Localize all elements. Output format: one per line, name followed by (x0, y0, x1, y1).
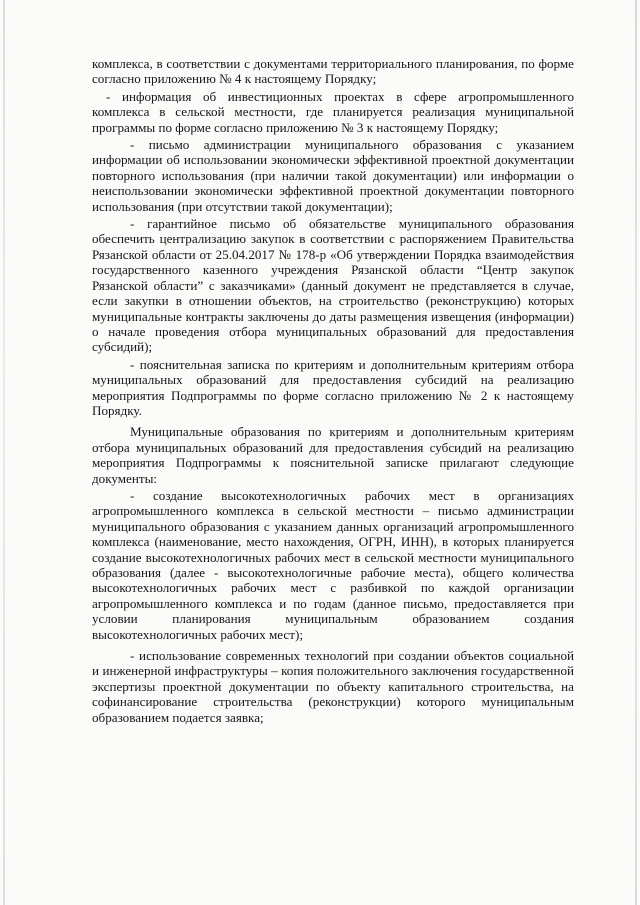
paragraph-investment-info: - информация об инвестиционных проектах в сфере агропромышленного комплекса в сельской местности, где планируется реализация муниципальной программы по форме согласно приложению № 3 к настоящему Порядку; (92, 88, 574, 135)
paragraph-municipal-documents: Муниципальные образования по критериям и дополнительным критериям отбора муниципальных образований для предоставления субсидий на реализацию мероприятия Подпрограммы к пояснительной записке прилагают следующие документы: (92, 424, 574, 486)
document-body (92, 56, 574, 727)
paragraph-guarantee-letter: - гарантийное письмо об обязательстве муниципального образования обеспечить централизацию закупок в соответствии с распоряжением Правительства Рязанской области от 25.04.2017 № 178-р «Об утверждении Порядка взаимодействия государственного казенного учреждения Рязанской области “Центр закупок Рязанской области” с заказчиками» (данный документ не представляется в случае, если закупки в отношении объектов, на строительство (реконструкцию) которых муниципальные контракты заключены до даты размещения извещения (информации) о начале проведения отбора муниципальных образований для предоставления субсидий); (92, 216, 574, 355)
paragraph-design-docs-letter: - письмо администрации муниципального образования с указанием информации об использовании экономически эффективной проектной документации повторного использования (при наличии такой документации) или информации о неиспользовании экономически эффективной проектной документации повторного использования (при отсутствии такой документации); (92, 137, 574, 214)
paragraph-explanatory-note: - пояснительная записка по критериям и дополнительным критериям отбора муниципальных образований для предоставления субсидий на реализацию мероприятия Подпрограммы по форме согласно приложению № 2 к настоящему Порядку. (92, 356, 574, 418)
paragraph-modern-technologies: - использование современных технологий при создании объектов социальной и инженерной инфраструктуры – копия положительного заключения государственной экспертизы проектной документации по объекту капитального строительства, на софинансирование строительства (реконструкции) которого муниципальным образованием подается заявка; (92, 648, 574, 725)
scan-edge-left (3, 0, 5, 905)
scan-edge-right (635, 0, 637, 905)
paragraph-high-tech-jobs: - создание высокотехнологичных рабочих мест в организациях агропромышленного комплекса в сельской местности – письмо администрации муниципального образования с указанием данных организаций агропромышленного комплекса (наименование, место нахождения, ОГРН, ИНН), в которых планируется создание высокотехнологичных рабочих мест в сельской местности муниципального образования (далее - высокотехнологичные рабочие места), общего количества высокотехнологичных рабочих мест с разбивкой по каждой организации агропромышленного комплекса и по годам (данное письмо, предоставляется при условии планирования муниципальным образованием создания высокотехнологичных рабочих мест); (92, 487, 574, 642)
paragraph-continuation: комплекса, в соответствии с документами территориального планирования, по форме согласно приложению № 4 к настоящему Порядку; (92, 56, 574, 87)
